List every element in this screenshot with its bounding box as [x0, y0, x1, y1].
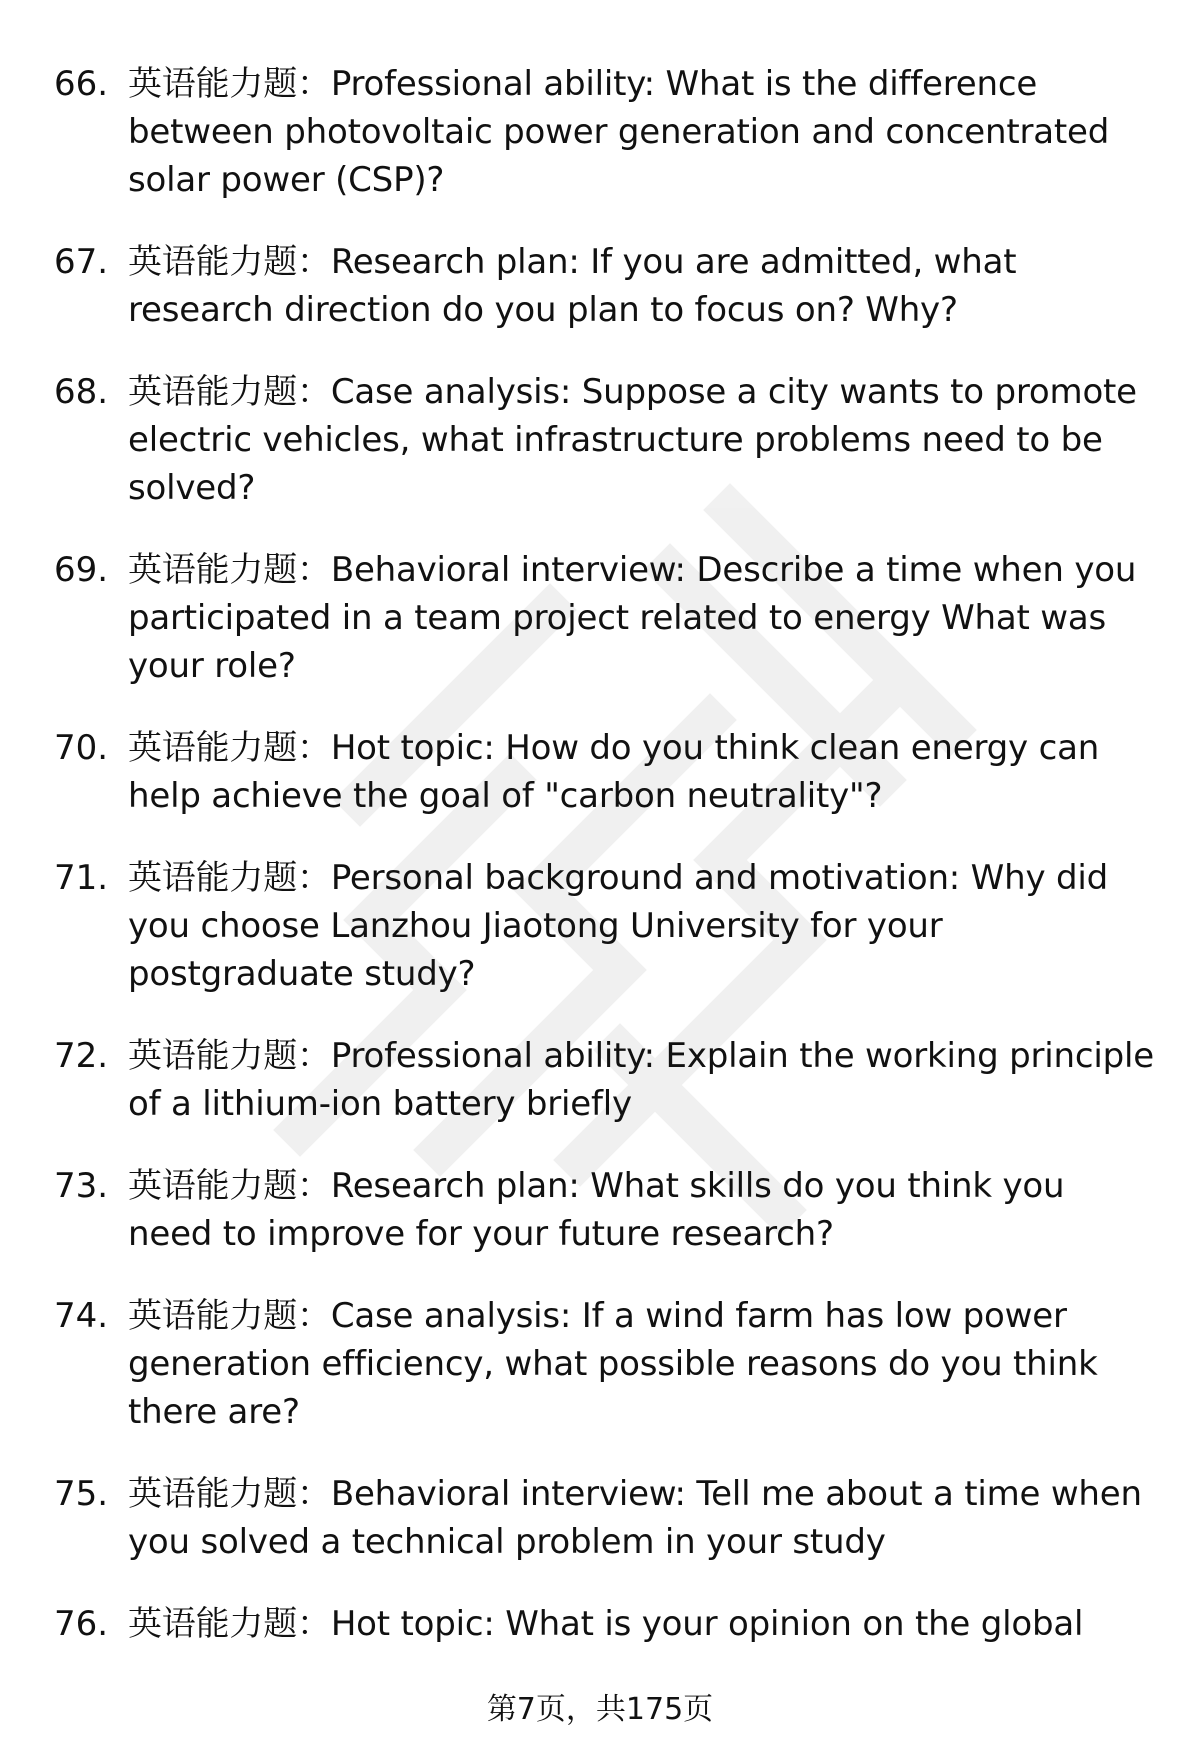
- question-text-block: [128, 1292, 1158, 1436]
- question-item: [0, 1032, 1200, 1128]
- question-body: Hot topic: What is your opinion on the global: [330, 1604, 1084, 1644]
- question-number: 69.: [54, 550, 109, 590]
- question-number: 67.: [54, 242, 109, 282]
- question-body: Behavioral interview: Describe a time when you participated in a team project related to energy What was your role?: [128, 550, 1137, 686]
- question-item: [0, 368, 1200, 512]
- question-item: [0, 60, 1200, 204]
- question-item: [0, 724, 1200, 820]
- question-number: 74.: [54, 1296, 109, 1336]
- question-number: 76.: [54, 1604, 109, 1644]
- question-list: [0, 60, 1200, 1682]
- question-prefix: 英语能力题：: [128, 242, 331, 282]
- question-text-block: [128, 60, 1158, 204]
- question-text-block: [128, 1600, 1158, 1648]
- question-number: 72.: [54, 1036, 109, 1076]
- question-number: 71.: [54, 858, 109, 898]
- question-text-block: [128, 1032, 1158, 1128]
- question-text-block: [128, 546, 1158, 690]
- question-body: Case analysis: If a wind farm has low power generation efficiency, what possible reasons do you think there are?: [128, 1296, 1098, 1432]
- question-number: 66.: [54, 64, 109, 104]
- page-footer: 第7页，共175页: [486, 1692, 714, 1727]
- question-item: [0, 1470, 1200, 1566]
- question-item: [0, 1600, 1200, 1648]
- question-prefix: 英语能力题：: [128, 1296, 331, 1336]
- question-text-block: [128, 1162, 1158, 1258]
- question-text-block: [128, 724, 1158, 820]
- question-prefix: 英语能力题：: [128, 1036, 331, 1076]
- question-text-block: [128, 854, 1158, 998]
- question-prefix: 英语能力题：: [128, 550, 331, 590]
- question-item: [0, 854, 1200, 998]
- question-body: Professional ability: What is the difference between photovoltaic power generation and concentrated solar power (CSP)?: [128, 64, 1110, 200]
- question-text-block: [128, 368, 1158, 512]
- question-prefix: 英语能力题：: [128, 1474, 331, 1514]
- question-item: [0, 1292, 1200, 1436]
- question-text-block: [128, 238, 1158, 334]
- question-prefix: 英语能力题：: [128, 858, 331, 898]
- question-prefix: 英语能力题：: [128, 372, 331, 412]
- question-number: 73.: [54, 1166, 109, 1206]
- question-body: Case analysis: Suppose a city wants to promote electric vehicles, what infrastructure problems need to be solved?: [128, 372, 1137, 508]
- question-number: 75.: [54, 1474, 109, 1514]
- question-item: [0, 546, 1200, 690]
- question-prefix: 英语能力题：: [128, 1604, 331, 1644]
- question-body: Behavioral interview: Tell me about a time when you solved a technical problem in your study: [128, 1474, 1142, 1562]
- question-body: Professional ability: Explain the working principle of a lithium-ion battery briefly: [128, 1036, 1154, 1124]
- question-body: Research plan: If you are admitted, what research direction do you plan to focus on? Why?: [128, 242, 1017, 330]
- question-prefix: 英语能力题：: [128, 728, 331, 768]
- question-body: Hot topic: How do you think clean energy can help achieve the goal of "carbon neutrality"?: [128, 728, 1100, 816]
- question-prefix: 英语能力题：: [128, 1166, 331, 1206]
- question-number: 68.: [54, 372, 109, 412]
- question-text-block: [128, 1470, 1158, 1566]
- question-item: [0, 1162, 1200, 1258]
- question-number: 70.: [54, 728, 109, 768]
- question-body: Research plan: What skills do you think you need to improve for your future research?: [128, 1166, 1065, 1254]
- question-body: Personal background and motivation: Why did you choose Lanzhou Jiaotong University for your postgraduate study?: [128, 858, 1108, 994]
- question-prefix: 英语能力题：: [128, 64, 331, 104]
- question-item: [0, 238, 1200, 334]
